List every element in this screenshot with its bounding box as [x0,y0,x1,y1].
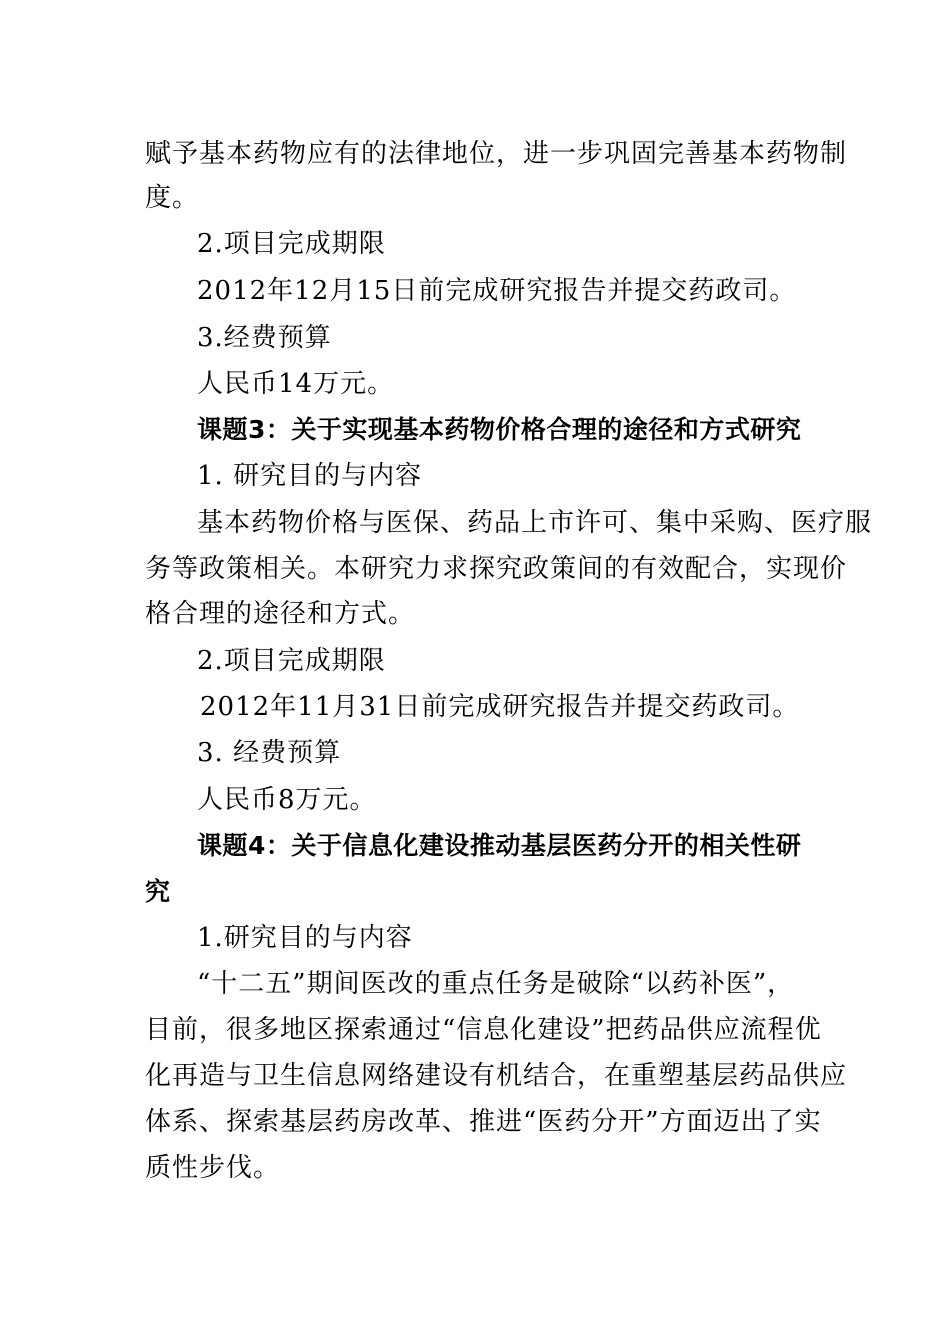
paragraph-line: 赋予基本药物应有的法律地位，进一步巩固完善基本药物制 [145,139,848,169]
paragraph-line: 化再造与卫生信息网络建设有机结合，在重塑基层药品供应 [145,1061,848,1091]
topic-3-heading: 课题3：关于实现基本药物价格合理的途径和方式研究 [197,415,802,444]
paragraph-line: 质性步伐。 [145,1153,281,1183]
paragraph-line: “十二五”期间医改的重点任务是破除“以药补医”， [197,969,795,999]
paragraph-line: 格合理的途径和方式。 [145,599,416,629]
paragraph-line: 体系、探索基层药房改革、推进“医药分开”方面迈出了实 [145,1107,822,1137]
section-label: 1. 研究目的与内容 [197,461,423,491]
paragraph-line: 目前，很多地区探索通过“信息化建设”把药品供应流程优 [145,1015,822,1045]
paragraph-line: 务等政策相关。本研究力求探究政策间的有效配合，实现价 [145,554,848,584]
paragraph-line: 度。 [145,183,200,213]
section-label: 3. 经费预算 [197,738,342,768]
paragraph-line: 人民币14万元。 [197,369,395,399]
section-label: 2.项目完成期限 [197,229,386,259]
paragraph-line: 人民币8万元。 [197,785,377,815]
paragraph-line: 基本药物价格与医保、药品上市许可、集中采购、医疗服 [197,508,873,538]
paragraph-line: 2012年12月15日前完成研究报告并提交药政司。 [197,276,797,306]
topic-4-heading-continued: 究 [145,877,171,906]
topic-4-heading: 课题4：关于信息化建设推动基层医药分开的相关性研 [197,831,802,860]
section-label: 3.经费预算 [197,323,332,353]
section-label: 1.研究目的与内容 [197,923,413,953]
paragraph-line: 2012年11月31日前完成研究报告并提交药政司。 [200,692,800,722]
section-label: 2.项目完成期限 [197,646,386,676]
